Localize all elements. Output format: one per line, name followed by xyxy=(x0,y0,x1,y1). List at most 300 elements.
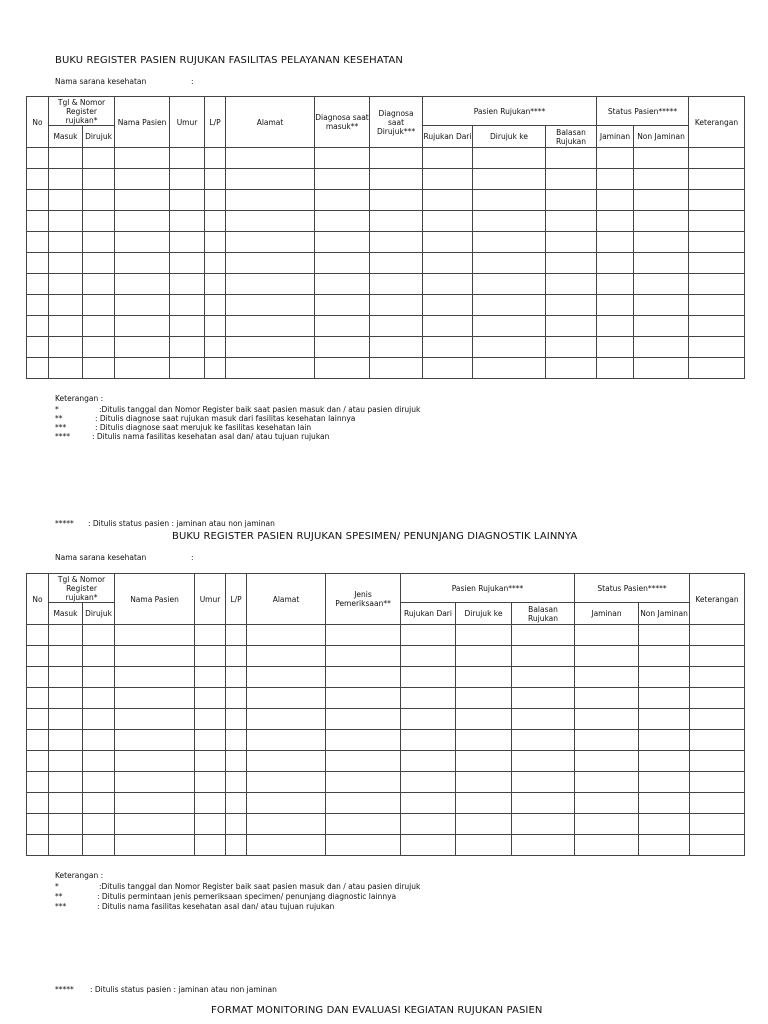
table-cell[interactable] xyxy=(326,835,401,856)
table-cell[interactable] xyxy=(247,793,326,814)
table-cell[interactable] xyxy=(473,148,546,169)
table-cell[interactable] xyxy=(195,751,226,772)
table-cell[interactable] xyxy=(473,337,546,358)
table-cell[interactable] xyxy=(205,169,226,190)
table-cell[interactable] xyxy=(226,316,315,337)
table-cell[interactable] xyxy=(83,667,115,688)
table-cell[interactable] xyxy=(83,835,115,856)
table-cell[interactable] xyxy=(401,772,456,793)
table-cell[interactable] xyxy=(370,337,423,358)
table-cell[interactable] xyxy=(49,295,83,316)
table-cell[interactable] xyxy=(83,646,115,667)
table-cell[interactable] xyxy=(634,337,689,358)
table-cell[interactable] xyxy=(639,709,690,730)
table-cell[interactable] xyxy=(634,253,689,274)
table-cell[interactable] xyxy=(370,190,423,211)
table-cell[interactable] xyxy=(512,814,575,835)
table-cell[interactable] xyxy=(247,667,326,688)
table-cell[interactable] xyxy=(597,316,634,337)
table-cell[interactable] xyxy=(226,232,315,253)
table-cell[interactable] xyxy=(115,295,170,316)
table-cell[interactable] xyxy=(639,814,690,835)
table-cell[interactable] xyxy=(370,358,423,379)
table-cell[interactable] xyxy=(689,253,745,274)
table-cell[interactable] xyxy=(315,274,370,295)
table-cell[interactable] xyxy=(326,625,401,646)
table-cell[interactable] xyxy=(115,814,195,835)
table-cell[interactable] xyxy=(370,232,423,253)
table-cell[interactable] xyxy=(370,274,423,295)
table-cell[interactable] xyxy=(315,190,370,211)
table-cell[interactable] xyxy=(326,667,401,688)
table-cell[interactable] xyxy=(247,688,326,709)
table-cell[interactable] xyxy=(401,688,456,709)
table-cell[interactable] xyxy=(226,646,247,667)
table-cell[interactable] xyxy=(473,274,546,295)
table-cell[interactable] xyxy=(639,667,690,688)
table-cell[interactable] xyxy=(195,688,226,709)
table-cell[interactable] xyxy=(27,253,49,274)
table-cell[interactable] xyxy=(27,211,49,232)
table-cell[interactable] xyxy=(226,337,315,358)
table-cell[interactable] xyxy=(689,190,745,211)
table-cell[interactable] xyxy=(401,835,456,856)
table-cell[interactable] xyxy=(423,148,473,169)
table-cell[interactable] xyxy=(575,730,639,751)
table-cell[interactable] xyxy=(83,148,115,169)
table-cell[interactable] xyxy=(49,688,83,709)
table-cell[interactable] xyxy=(546,337,597,358)
table-cell[interactable] xyxy=(370,253,423,274)
table-cell[interactable] xyxy=(226,148,315,169)
table-cell[interactable] xyxy=(247,625,326,646)
table-cell[interactable] xyxy=(115,232,170,253)
table-cell[interactable] xyxy=(83,253,115,274)
table-cell[interactable] xyxy=(315,358,370,379)
table-cell[interactable] xyxy=(326,772,401,793)
table-cell[interactable] xyxy=(27,835,49,856)
table-cell[interactable] xyxy=(83,730,115,751)
table-cell[interactable] xyxy=(690,688,745,709)
table-cell[interactable] xyxy=(205,148,226,169)
table-cell[interactable] xyxy=(27,793,49,814)
table-cell[interactable] xyxy=(512,835,575,856)
table-cell[interactable] xyxy=(49,667,83,688)
table-cell[interactable] xyxy=(49,814,83,835)
table-cell[interactable] xyxy=(597,358,634,379)
table-cell[interactable] xyxy=(49,772,83,793)
table-cell[interactable] xyxy=(195,625,226,646)
table-cell[interactable] xyxy=(473,232,546,253)
table-cell[interactable] xyxy=(115,148,170,169)
table-cell[interactable] xyxy=(27,358,49,379)
table-cell[interactable] xyxy=(456,814,512,835)
table-cell[interactable] xyxy=(456,751,512,772)
table-cell[interactable] xyxy=(512,625,575,646)
table-cell[interactable] xyxy=(49,646,83,667)
table-cell[interactable] xyxy=(401,667,456,688)
table-cell[interactable] xyxy=(597,253,634,274)
table-cell[interactable] xyxy=(27,169,49,190)
table-cell[interactable] xyxy=(690,667,745,688)
table-cell[interactable] xyxy=(115,667,195,688)
table-cell[interactable] xyxy=(226,814,247,835)
table-cell[interactable] xyxy=(401,625,456,646)
table-cell[interactable] xyxy=(115,253,170,274)
table-cell[interactable] xyxy=(170,211,205,232)
table-cell[interactable] xyxy=(326,688,401,709)
table-cell[interactable] xyxy=(315,211,370,232)
table-cell[interactable] xyxy=(205,337,226,358)
table-cell[interactable] xyxy=(315,316,370,337)
table-cell[interactable] xyxy=(226,667,247,688)
table-cell[interactable] xyxy=(83,772,115,793)
table-cell[interactable] xyxy=(49,274,83,295)
table-cell[interactable] xyxy=(315,148,370,169)
table-cell[interactable] xyxy=(370,316,423,337)
table-cell[interactable] xyxy=(195,793,226,814)
table-cell[interactable] xyxy=(170,169,205,190)
table-cell[interactable] xyxy=(512,709,575,730)
table-cell[interactable] xyxy=(423,274,473,295)
table-cell[interactable] xyxy=(195,814,226,835)
table-cell[interactable] xyxy=(49,190,83,211)
table-cell[interactable] xyxy=(473,253,546,274)
table-cell[interactable] xyxy=(423,316,473,337)
table-cell[interactable] xyxy=(690,835,745,856)
table-cell[interactable] xyxy=(689,211,745,232)
table-cell[interactable] xyxy=(170,190,205,211)
table-cell[interactable] xyxy=(456,772,512,793)
table-cell[interactable] xyxy=(205,211,226,232)
table-cell[interactable] xyxy=(401,793,456,814)
table-cell[interactable] xyxy=(49,253,83,274)
table-cell[interactable] xyxy=(512,751,575,772)
table-cell[interactable] xyxy=(315,295,370,316)
table-cell[interactable] xyxy=(83,211,115,232)
table-cell[interactable] xyxy=(597,169,634,190)
table-cell[interactable] xyxy=(634,148,689,169)
table-cell[interactable] xyxy=(27,667,49,688)
table-cell[interactable] xyxy=(195,709,226,730)
table-cell[interactable] xyxy=(546,274,597,295)
table-cell[interactable] xyxy=(83,337,115,358)
table-cell[interactable] xyxy=(226,751,247,772)
table-cell[interactable] xyxy=(512,667,575,688)
table-cell[interactable] xyxy=(401,814,456,835)
table-cell[interactable] xyxy=(546,232,597,253)
table-cell[interactable] xyxy=(226,169,315,190)
table-cell[interactable] xyxy=(326,646,401,667)
table-cell[interactable] xyxy=(639,793,690,814)
table-cell[interactable] xyxy=(83,793,115,814)
table-cell[interactable] xyxy=(205,232,226,253)
table-cell[interactable] xyxy=(473,169,546,190)
table-cell[interactable] xyxy=(115,211,170,232)
table-cell[interactable] xyxy=(205,253,226,274)
table-cell[interactable] xyxy=(315,169,370,190)
table-cell[interactable] xyxy=(27,316,49,337)
table-cell[interactable] xyxy=(27,709,49,730)
table-cell[interactable] xyxy=(546,190,597,211)
table-cell[interactable] xyxy=(170,337,205,358)
table-cell[interactable] xyxy=(115,688,195,709)
table-cell[interactable] xyxy=(226,190,315,211)
table-cell[interactable] xyxy=(226,772,247,793)
table-cell[interactable] xyxy=(49,709,83,730)
table-cell[interactable] xyxy=(597,211,634,232)
table-cell[interactable] xyxy=(546,316,597,337)
table-cell[interactable] xyxy=(690,772,745,793)
table-cell[interactable] xyxy=(575,814,639,835)
table-cell[interactable] xyxy=(634,232,689,253)
table-cell[interactable] xyxy=(247,709,326,730)
table-cell[interactable] xyxy=(456,688,512,709)
table-cell[interactable] xyxy=(315,337,370,358)
table-cell[interactable] xyxy=(689,337,745,358)
table-cell[interactable] xyxy=(326,751,401,772)
table-cell[interactable] xyxy=(473,316,546,337)
table-cell[interactable] xyxy=(690,646,745,667)
table-cell[interactable] xyxy=(689,274,745,295)
table-cell[interactable] xyxy=(546,169,597,190)
table-cell[interactable] xyxy=(546,211,597,232)
table-cell[interactable] xyxy=(634,295,689,316)
table-cell[interactable] xyxy=(115,169,170,190)
table-cell[interactable] xyxy=(49,232,83,253)
table-cell[interactable] xyxy=(326,730,401,751)
table-cell[interactable] xyxy=(205,316,226,337)
table-cell[interactable] xyxy=(423,190,473,211)
table-cell[interactable] xyxy=(315,253,370,274)
table-cell[interactable] xyxy=(370,211,423,232)
table-cell[interactable] xyxy=(634,190,689,211)
table-cell[interactable] xyxy=(423,358,473,379)
table-cell[interactable] xyxy=(575,646,639,667)
table-cell[interactable] xyxy=(423,169,473,190)
table-cell[interactable] xyxy=(205,190,226,211)
table-cell[interactable] xyxy=(689,232,745,253)
table-cell[interactable] xyxy=(49,316,83,337)
table-cell[interactable] xyxy=(423,232,473,253)
table-cell[interactable] xyxy=(27,295,49,316)
table-cell[interactable] xyxy=(639,688,690,709)
table-cell[interactable] xyxy=(115,625,195,646)
table-cell[interactable] xyxy=(83,169,115,190)
table-cell[interactable] xyxy=(226,625,247,646)
table-cell[interactable] xyxy=(247,730,326,751)
table-cell[interactable] xyxy=(115,835,195,856)
table-cell[interactable] xyxy=(639,835,690,856)
table-cell[interactable] xyxy=(639,625,690,646)
table-cell[interactable] xyxy=(83,625,115,646)
table-cell[interactable] xyxy=(546,358,597,379)
table-cell[interactable] xyxy=(170,232,205,253)
table-cell[interactable] xyxy=(49,169,83,190)
table-cell[interactable] xyxy=(27,232,49,253)
table-cell[interactable] xyxy=(226,688,247,709)
table-cell[interactable] xyxy=(226,253,315,274)
table-cell[interactable] xyxy=(205,295,226,316)
table-cell[interactable] xyxy=(27,625,49,646)
table-cell[interactable] xyxy=(401,751,456,772)
table-cell[interactable] xyxy=(83,274,115,295)
table-cell[interactable] xyxy=(247,814,326,835)
table-cell[interactable] xyxy=(575,688,639,709)
table-cell[interactable] xyxy=(634,316,689,337)
table-cell[interactable] xyxy=(546,148,597,169)
table-cell[interactable] xyxy=(370,148,423,169)
table-cell[interactable] xyxy=(49,148,83,169)
table-cell[interactable] xyxy=(115,358,170,379)
table-cell[interactable] xyxy=(512,646,575,667)
table-cell[interactable] xyxy=(27,337,49,358)
table-cell[interactable] xyxy=(49,793,83,814)
table-cell[interactable] xyxy=(370,295,423,316)
table-cell[interactable] xyxy=(83,814,115,835)
table-cell[interactable] xyxy=(639,772,690,793)
table-cell[interactable] xyxy=(423,337,473,358)
table-cell[interactable] xyxy=(401,646,456,667)
table-cell[interactable] xyxy=(27,190,49,211)
table-cell[interactable] xyxy=(473,211,546,232)
table-cell[interactable] xyxy=(473,190,546,211)
table-cell[interactable] xyxy=(575,625,639,646)
table-cell[interactable] xyxy=(247,751,326,772)
table-cell[interactable] xyxy=(575,751,639,772)
table-cell[interactable] xyxy=(456,793,512,814)
table-cell[interactable] xyxy=(115,316,170,337)
table-cell[interactable] xyxy=(170,295,205,316)
table-cell[interactable] xyxy=(597,190,634,211)
table-cell[interactable] xyxy=(456,835,512,856)
table-cell[interactable] xyxy=(115,646,195,667)
table-cell[interactable] xyxy=(195,772,226,793)
table-cell[interactable] xyxy=(597,295,634,316)
table-cell[interactable] xyxy=(27,274,49,295)
table-cell[interactable] xyxy=(49,730,83,751)
table-cell[interactable] xyxy=(639,730,690,751)
table-cell[interactable] xyxy=(226,211,315,232)
table-cell[interactable] xyxy=(326,793,401,814)
table-cell[interactable] xyxy=(49,358,83,379)
table-cell[interactable] xyxy=(634,211,689,232)
table-cell[interactable] xyxy=(195,667,226,688)
table-cell[interactable] xyxy=(423,211,473,232)
table-cell[interactable] xyxy=(170,148,205,169)
table-cell[interactable] xyxy=(226,295,315,316)
table-cell[interactable] xyxy=(575,835,639,856)
table-cell[interactable] xyxy=(226,358,315,379)
table-cell[interactable] xyxy=(226,709,247,730)
table-cell[interactable] xyxy=(170,316,205,337)
table-cell[interactable] xyxy=(634,274,689,295)
table-cell[interactable] xyxy=(83,316,115,337)
table-cell[interactable] xyxy=(49,835,83,856)
table-cell[interactable] xyxy=(423,295,473,316)
table-cell[interactable] xyxy=(27,814,49,835)
table-cell[interactable] xyxy=(247,772,326,793)
table-cell[interactable] xyxy=(639,646,690,667)
table-cell[interactable] xyxy=(456,646,512,667)
table-cell[interactable] xyxy=(315,232,370,253)
table-cell[interactable] xyxy=(473,358,546,379)
table-cell[interactable] xyxy=(49,625,83,646)
table-cell[interactable] xyxy=(423,253,473,274)
table-cell[interactable] xyxy=(83,751,115,772)
table-cell[interactable] xyxy=(83,688,115,709)
table-cell[interactable] xyxy=(83,295,115,316)
table-cell[interactable] xyxy=(634,358,689,379)
table-cell[interactable] xyxy=(195,646,226,667)
table-cell[interactable] xyxy=(49,751,83,772)
table-cell[interactable] xyxy=(690,625,745,646)
table-cell[interactable] xyxy=(575,667,639,688)
table-cell[interactable] xyxy=(195,730,226,751)
table-cell[interactable] xyxy=(473,295,546,316)
table-cell[interactable] xyxy=(27,688,49,709)
table-cell[interactable] xyxy=(456,625,512,646)
table-cell[interactable] xyxy=(115,337,170,358)
table-cell[interactable] xyxy=(690,793,745,814)
table-cell[interactable] xyxy=(401,709,456,730)
table-cell[interactable] xyxy=(689,169,745,190)
table-cell[interactable] xyxy=(83,358,115,379)
table-cell[interactable] xyxy=(247,835,326,856)
table-cell[interactable] xyxy=(49,211,83,232)
table-cell[interactable] xyxy=(689,295,745,316)
table-cell[interactable] xyxy=(634,169,689,190)
table-cell[interactable] xyxy=(83,190,115,211)
table-cell[interactable] xyxy=(401,730,456,751)
table-cell[interactable] xyxy=(690,730,745,751)
table-cell[interactable] xyxy=(226,730,247,751)
table-cell[interactable] xyxy=(49,337,83,358)
table-cell[interactable] xyxy=(597,274,634,295)
table-cell[interactable] xyxy=(326,814,401,835)
table-cell[interactable] xyxy=(205,358,226,379)
table-cell[interactable] xyxy=(456,667,512,688)
table-cell[interactable] xyxy=(115,274,170,295)
table-cell[interactable] xyxy=(170,358,205,379)
table-cell[interactable] xyxy=(690,751,745,772)
table-cell[interactable] xyxy=(456,730,512,751)
table-cell[interactable] xyxy=(115,793,195,814)
table-cell[interactable] xyxy=(689,316,745,337)
table-cell[interactable] xyxy=(205,274,226,295)
table-cell[interactable] xyxy=(546,253,597,274)
table-cell[interactable] xyxy=(690,709,745,730)
table-cell[interactable] xyxy=(27,751,49,772)
table-cell[interactable] xyxy=(512,688,575,709)
table-cell[interactable] xyxy=(512,772,575,793)
table-cell[interactable] xyxy=(575,772,639,793)
table-cell[interactable] xyxy=(575,709,639,730)
table-cell[interactable] xyxy=(512,730,575,751)
table-cell[interactable] xyxy=(27,148,49,169)
table-cell[interactable] xyxy=(512,793,575,814)
table-cell[interactable] xyxy=(575,793,639,814)
table-cell[interactable] xyxy=(115,730,195,751)
table-cell[interactable] xyxy=(546,295,597,316)
table-cell[interactable] xyxy=(690,814,745,835)
table-cell[interactable] xyxy=(247,646,326,667)
table-cell[interactable] xyxy=(170,253,205,274)
table-cell[interactable] xyxy=(27,772,49,793)
table-cell[interactable] xyxy=(115,190,170,211)
table-cell[interactable] xyxy=(597,148,634,169)
table-cell[interactable] xyxy=(195,835,226,856)
